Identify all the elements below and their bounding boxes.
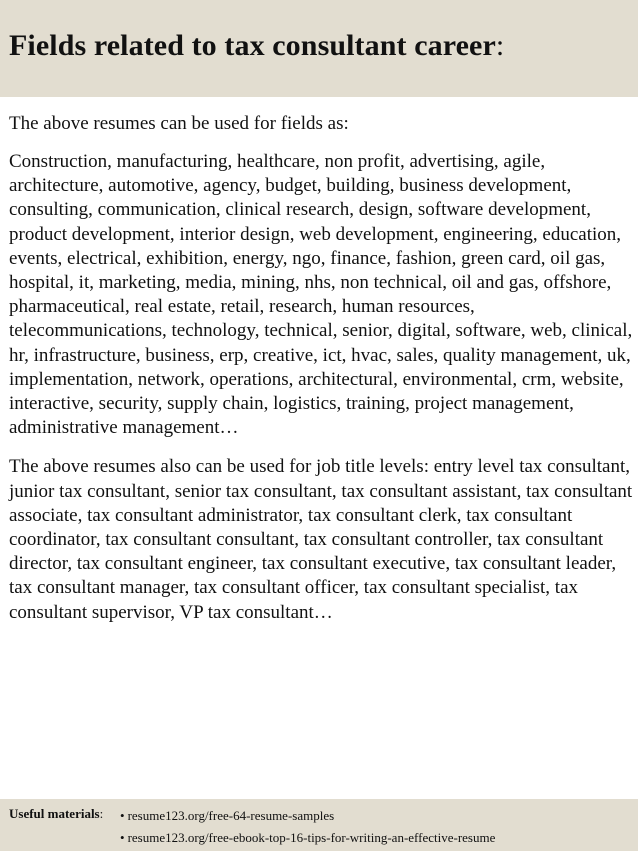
job-levels-paragraph: The above resumes also can be used for job title levels: entry level tax consultant, junior tax consultant, senior tax consultant, tax consultant assistant, tax consultant associate, tax consultant administrator, tax consultant clerk, tax consultant coordinator, tax consultant consultant, tax consultant controller, tax consultant director, tax consultant engineer, tax consultant executive, tax consultant leader, tax consultant manager, tax consultant officer, tax consultant specialist, tax consultant supervisor, VP tax consultant… — [9, 456, 633, 623]
title-band — [0, 0, 638, 97]
useful-materials-label-colon: : — [99, 806, 104, 821]
footer-link-resume-samples[interactable] — [120, 805, 495, 827]
useful-materials-label-text: Useful materials — [9, 806, 100, 821]
useful-materials-label — [9, 805, 103, 823]
bullet-icon: • — [120, 830, 125, 845]
page-title — [9, 28, 504, 64]
page-title-text: Fields related to tax consultant career — [9, 29, 496, 62]
intro-text: The above resumes can be used for fields as: — [9, 113, 349, 134]
footer-link-ebook-tips[interactable] — [120, 827, 495, 849]
footer-band — [0, 799, 638, 851]
fields-paragraph: Construction, manufacturing, healthcare, non profit, advertising, agile, architecture, automotive, agency, budget, building, business development, consulting, communication, clinical research, design, software development, product development, interior design, web development, engineering, education, events, electrical, exhibition, energy, ngo, finance, fashion, green card, oil gas, hospital, it, marketing, media, mining, nhs, non technical, oil and gas, offshore, pharmaceutical, real estate, retail, research, human resources, telecommunications, technology, technical, senior, digital, software, web, clinical, hr, infrastructure, business, erp, creative, ict, hvac, sales, quality management, uk, implementation, network, operations, architectural, environmental, crm, website, interactive, security, supply chain, logistics, training, project management, administrative management… — [9, 151, 633, 439]
page-title-colon: : — [495, 29, 505, 62]
useful-materials-links — [120, 805, 495, 849]
footer-link-text: resume123.org/free-ebook-top-16-tips-for-writing-an-effective-resume — [127, 830, 496, 845]
bullet-icon: • — [120, 808, 125, 823]
footer-link-text: resume123.org/free-64-resume-samples — [127, 808, 335, 823]
main-content — [9, 111, 633, 639]
